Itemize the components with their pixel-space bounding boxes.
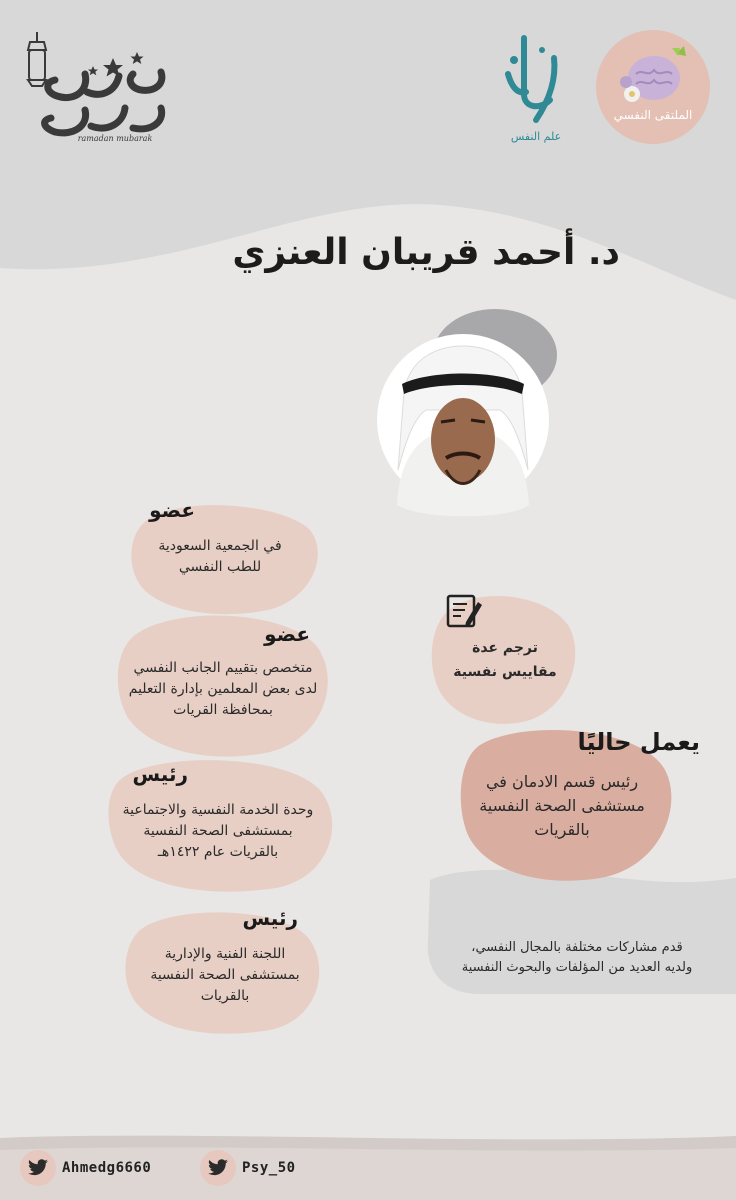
- svg-text:ramadan mubarak: ramadan mubarak: [77, 134, 153, 143]
- role-3-heading: رئيس: [132, 762, 188, 786]
- person-name: د. أحمد قريبان العنزي: [232, 232, 620, 273]
- document-pen-icon: [444, 592, 484, 632]
- role-2-heading: عضو: [264, 622, 310, 646]
- psychology-logo-text: علم النفس: [510, 130, 562, 143]
- twitter-link-2[interactable]: [200, 1150, 236, 1186]
- role-4-text: اللجنة الفنية والإدارية بمستشفى الصحة النفسية بالقريات: [150, 946, 300, 1004]
- twitter-icon: [27, 1159, 49, 1177]
- current-role-heading: يعمل حاليًا: [577, 728, 700, 756]
- role-1-text: في الجمعية السعودية للطب النفسي: [158, 538, 282, 575]
- translated-text: ترجم عدة مقاييس نفسية: [453, 640, 557, 680]
- current-role-text: رئيس قسم الادمان في مستشفى الصحة النفسية بالقريات: [479, 772, 645, 839]
- twitter-handle-1[interactable]: Ahmedg6660: [62, 1160, 152, 1176]
- twitter-icon: [207, 1159, 229, 1177]
- twitter-handle-2[interactable]: Psy_50: [242, 1160, 296, 1176]
- role-3-text: وحدة الخدمة النفسية والاجتماعية بمستشفى الصحة النفسية بالقريات عام ١٤٢٢هـ: [122, 802, 314, 860]
- role-1-heading: عضو: [149, 498, 195, 522]
- forum-logo-text: الملتقى النفسي: [613, 108, 693, 122]
- role-4-heading: رئيس: [242, 906, 298, 930]
- twitter-link-1[interactable]: [20, 1150, 56, 1186]
- role-2-text: متخصص بتقييم الجانب النفسي لدى بعض المعلمين بإدارة التعليم بمحافظة القريات: [128, 660, 318, 718]
- contributions-text: قدم مشاركات مختلفة بالمجال النفسي، ولديه العديد من المؤلفات والبحوث النفسية: [461, 940, 693, 975]
